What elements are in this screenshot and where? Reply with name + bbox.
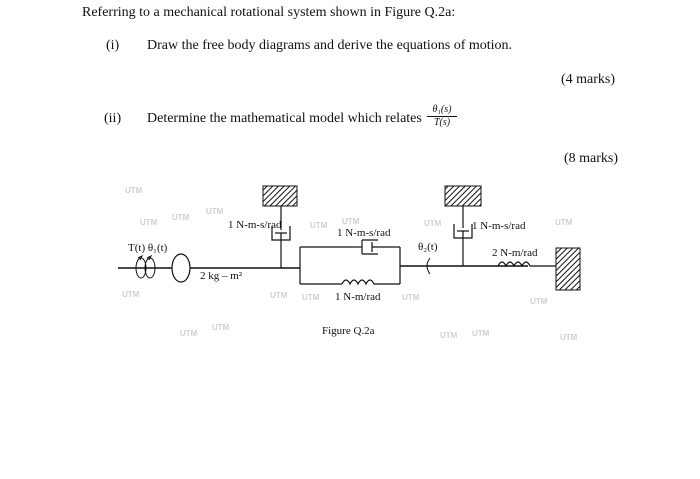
ground-right-wall [556, 248, 580, 290]
spring-1-label: 1 N-m/rad [335, 291, 381, 303]
watermark: UTM [122, 290, 140, 299]
watermark: UTM [424, 219, 442, 228]
inertia-disk-1 [172, 254, 190, 282]
watermark: UTM [555, 218, 573, 227]
watermark-group [122, 186, 578, 342]
damper-2-label: 1 N-m-s/rad [337, 227, 391, 239]
damper-3 [454, 206, 472, 266]
watermark: UTM [270, 291, 288, 300]
inertia-label: 2 kg – m² [200, 270, 243, 282]
damper-2 [352, 240, 400, 254]
watermark: UTM [212, 323, 230, 332]
watermark: UTM [310, 221, 328, 230]
damper-1-label: 1 N-m-s/rad [228, 219, 282, 231]
fraction-denominator: T(s) [433, 117, 451, 128]
part-ii-marks: (8 marks) [564, 151, 619, 166]
damper-3-label: 1 N-m-s/rad [472, 220, 526, 232]
watermark: UTM [172, 213, 190, 222]
watermark: UTM [180, 329, 198, 338]
part-i-marks: (4 marks) [561, 72, 616, 87]
watermark: UTM [472, 329, 490, 338]
watermark: UTM [560, 333, 578, 342]
watermark: UTM [125, 186, 143, 195]
part-ii-text: Determine the mathematical model which relates [147, 111, 422, 126]
ground-top-left [263, 186, 297, 206]
damper-1 [272, 206, 290, 268]
applied-torque [136, 256, 155, 278]
watermark: UTM [206, 207, 224, 216]
watermark: UTM [402, 293, 420, 302]
fraction-numerator: θ₁(s) [427, 104, 457, 117]
watermark: UTM [302, 293, 320, 302]
theta2-label: θ₂(t) [418, 241, 438, 253]
part-ii-number: (ii) [104, 111, 122, 126]
torque-theta1-label: T(t) θ₁(t) [128, 242, 168, 254]
watermark: UTM [140, 218, 158, 227]
figure-caption: Figure Q.2a [322, 325, 375, 337]
watermark: UTM [342, 217, 360, 226]
spring-1 [342, 280, 400, 284]
ground-top-right [445, 186, 481, 206]
part-i-text: Draw the free body diagrams and derive the equations of motion. [147, 38, 513, 53]
question-intro: Referring to a mechanical rotational system shown in Figure Q.2a: [82, 5, 456, 20]
watermark: UTM [530, 297, 548, 306]
part-i-number: (i) [106, 38, 120, 53]
watermark: UTM [440, 331, 458, 340]
spring-2-label: 2 N-m/rad [492, 247, 538, 259]
